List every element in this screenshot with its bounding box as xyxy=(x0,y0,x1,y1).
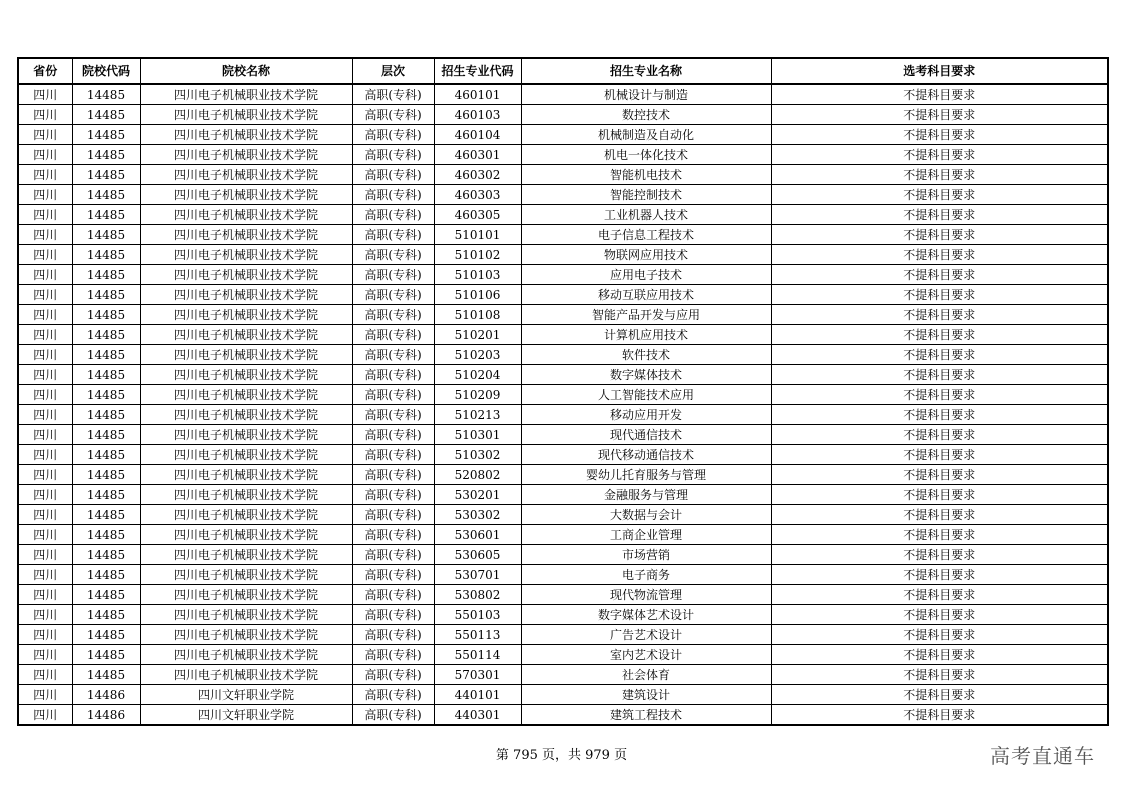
cell-province: 四川 xyxy=(18,485,72,505)
cell-province: 四川 xyxy=(18,365,72,385)
cell-major-code: 510209 xyxy=(434,385,521,405)
cell-level: 高职(专科) xyxy=(352,325,434,345)
cell-major-code: 510108 xyxy=(434,305,521,325)
cell-major-name: 机械设计与制造 xyxy=(521,84,771,105)
table-row xyxy=(18,445,1108,465)
cell-school-name: 四川电子机械职业技术学院 xyxy=(140,365,352,385)
cell-province: 四川 xyxy=(18,185,72,205)
table-row xyxy=(18,545,1108,565)
cell-school-name: 四川电子机械职业技术学院 xyxy=(140,425,352,445)
cell-major-name: 大数据与会计 xyxy=(521,505,771,525)
cell-level: 高职(专科) xyxy=(352,445,434,465)
cell-subject-requirement: 不提科目要求 xyxy=(771,345,1108,365)
cell-province: 四川 xyxy=(18,465,72,485)
cell-province: 四川 xyxy=(18,285,72,305)
table-row xyxy=(18,265,1108,285)
cell-school-code: 14485 xyxy=(72,285,140,305)
cell-major-code: 460305 xyxy=(434,205,521,225)
cell-major-name: 智能产品开发与应用 xyxy=(521,305,771,325)
cell-school-code: 14485 xyxy=(72,645,140,665)
cell-level: 高职(专科) xyxy=(352,285,434,305)
cell-school-name: 四川文轩职业学院 xyxy=(140,705,352,726)
cell-school-code: 14485 xyxy=(72,245,140,265)
cell-major-code: 460101 xyxy=(434,84,521,105)
cell-school-code: 14485 xyxy=(72,84,140,105)
cell-major-name: 智能控制技术 xyxy=(521,185,771,205)
cell-major-code: 530802 xyxy=(434,585,521,605)
cell-major-name: 移动应用开发 xyxy=(521,405,771,425)
cell-school-name: 四川电子机械职业技术学院 xyxy=(140,265,352,285)
cell-province: 四川 xyxy=(18,525,72,545)
cell-province: 四川 xyxy=(18,605,72,625)
cell-major-name: 软件技术 xyxy=(521,345,771,365)
cell-level: 高职(专科) xyxy=(352,125,434,145)
cell-major-code: 550103 xyxy=(434,605,521,625)
cell-level: 高职(专科) xyxy=(352,625,434,645)
cell-school-code: 14485 xyxy=(72,625,140,645)
cell-school-code: 14485 xyxy=(72,465,140,485)
cell-province: 四川 xyxy=(18,585,72,605)
cell-major-name: 金融服务与管理 xyxy=(521,485,771,505)
cell-major-name: 机械制造及自动化 xyxy=(521,125,771,145)
cell-subject-requirement: 不提科目要求 xyxy=(771,565,1108,585)
cell-major-code: 510302 xyxy=(434,445,521,465)
table-row xyxy=(18,285,1108,305)
cell-province: 四川 xyxy=(18,125,72,145)
cell-school-name: 四川电子机械职业技术学院 xyxy=(140,465,352,485)
table-row xyxy=(18,84,1108,105)
cell-school-name: 四川电子机械职业技术学院 xyxy=(140,405,352,425)
cell-school-code: 14485 xyxy=(72,205,140,225)
cell-level: 高职(专科) xyxy=(352,205,434,225)
cell-level: 高职(专科) xyxy=(352,145,434,165)
table-row xyxy=(18,345,1108,365)
cell-level: 高职(专科) xyxy=(352,185,434,205)
cell-subject-requirement: 不提科目要求 xyxy=(771,365,1108,385)
table-row xyxy=(18,165,1108,185)
cell-major-name: 社会体育 xyxy=(521,665,771,685)
cell-major-name: 移动互联应用技术 xyxy=(521,285,771,305)
cell-major-code: 440101 xyxy=(434,685,521,705)
watermark-logo-text: 高考直通车 xyxy=(990,744,1095,768)
cell-subject-requirement: 不提科目要求 xyxy=(771,225,1108,245)
cell-province: 四川 xyxy=(18,145,72,165)
cell-major-code: 530302 xyxy=(434,505,521,525)
cell-major-code: 460301 xyxy=(434,145,521,165)
cell-subject-requirement: 不提科目要求 xyxy=(771,445,1108,465)
cell-major-name: 市场营销 xyxy=(521,545,771,565)
cell-subject-requirement: 不提科目要求 xyxy=(771,285,1108,305)
table-body xyxy=(18,84,1108,725)
cell-major-name: 建筑工程技术 xyxy=(521,705,771,726)
cell-school-name: 四川电子机械职业技术学院 xyxy=(140,305,352,325)
cell-subject-requirement: 不提科目要求 xyxy=(771,245,1108,265)
cell-school-name: 四川电子机械职业技术学院 xyxy=(140,225,352,245)
cell-school-name: 四川电子机械职业技术学院 xyxy=(140,145,352,165)
header-major-name: 招生专业名称 xyxy=(521,58,771,84)
cell-province: 四川 xyxy=(18,425,72,445)
cell-school-code: 14485 xyxy=(72,565,140,585)
table-row xyxy=(18,185,1108,205)
cell-school-name: 四川电子机械职业技术学院 xyxy=(140,205,352,225)
cell-level: 高职(专科) xyxy=(352,165,434,185)
cell-school-code: 14486 xyxy=(72,685,140,705)
admissions-table xyxy=(17,57,1109,726)
cell-level: 高职(专科) xyxy=(352,565,434,585)
cell-subject-requirement: 不提科目要求 xyxy=(771,685,1108,705)
cell-level: 高职(专科) xyxy=(352,545,434,565)
cell-major-name: 机电一体化技术 xyxy=(521,145,771,165)
cell-major-name: 人工智能技术应用 xyxy=(521,385,771,405)
cell-major-name: 应用电子技术 xyxy=(521,265,771,285)
table-row xyxy=(18,625,1108,645)
cell-subject-requirement: 不提科目要求 xyxy=(771,205,1108,225)
cell-level: 高职(专科) xyxy=(352,225,434,245)
cell-subject-requirement: 不提科目要求 xyxy=(771,145,1108,165)
cell-major-code: 510301 xyxy=(434,425,521,445)
table-row xyxy=(18,145,1108,165)
cell-school-code: 14485 xyxy=(72,485,140,505)
cell-subject-requirement: 不提科目要求 xyxy=(771,485,1108,505)
table-row xyxy=(18,665,1108,685)
cell-school-name: 四川电子机械职业技术学院 xyxy=(140,285,352,305)
cell-school-code: 14485 xyxy=(72,405,140,425)
cell-school-name: 四川电子机械职业技术学院 xyxy=(140,545,352,565)
cell-level: 高职(专科) xyxy=(352,305,434,325)
cell-major-code: 520802 xyxy=(434,465,521,485)
cell-school-code: 14485 xyxy=(72,425,140,445)
cell-province: 四川 xyxy=(18,505,72,525)
cell-subject-requirement: 不提科目要求 xyxy=(771,84,1108,105)
cell-province: 四川 xyxy=(18,545,72,565)
cell-school-code: 14485 xyxy=(72,445,140,465)
cell-school-code: 14485 xyxy=(72,105,140,125)
cell-major-code: 510106 xyxy=(434,285,521,305)
cell-school-code: 14485 xyxy=(72,605,140,625)
cell-school-code: 14485 xyxy=(72,225,140,245)
cell-province: 四川 xyxy=(18,225,72,245)
cell-subject-requirement: 不提科目要求 xyxy=(771,265,1108,285)
table-row xyxy=(18,205,1108,225)
cell-school-name: 四川电子机械职业技术学院 xyxy=(140,84,352,105)
header-school-name: 院校名称 xyxy=(140,58,352,84)
cell-school-code: 14485 xyxy=(72,665,140,685)
cell-province: 四川 xyxy=(18,705,72,726)
header-province: 省份 xyxy=(18,58,72,84)
cell-major-code: 510103 xyxy=(434,265,521,285)
cell-school-name: 四川文轩职业学院 xyxy=(140,685,352,705)
cell-school-code: 14485 xyxy=(72,585,140,605)
table-row xyxy=(18,405,1108,425)
cell-school-name: 四川电子机械职业技术学院 xyxy=(140,605,352,625)
cell-major-name: 婴幼儿托育服务与管理 xyxy=(521,465,771,485)
cell-province: 四川 xyxy=(18,665,72,685)
cell-major-code: 550114 xyxy=(434,645,521,665)
cell-school-name: 四川电子机械职业技术学院 xyxy=(140,505,352,525)
cell-major-code: 510201 xyxy=(434,325,521,345)
table-row xyxy=(18,105,1108,125)
cell-level: 高职(专科) xyxy=(352,105,434,125)
cell-school-name: 四川电子机械职业技术学院 xyxy=(140,525,352,545)
cell-major-name: 数字媒体艺术设计 xyxy=(521,605,771,625)
table-row xyxy=(18,465,1108,485)
table-row xyxy=(18,425,1108,445)
cell-province: 四川 xyxy=(18,565,72,585)
table-row xyxy=(18,585,1108,605)
cell-subject-requirement: 不提科目要求 xyxy=(771,105,1108,125)
cell-level: 高职(专科) xyxy=(352,485,434,505)
cell-major-name: 现代移动通信技术 xyxy=(521,445,771,465)
cell-level: 高职(专科) xyxy=(352,425,434,445)
cell-province: 四川 xyxy=(18,685,72,705)
header-subject-requirement: 选考科目要求 xyxy=(771,58,1108,84)
cell-subject-requirement: 不提科目要求 xyxy=(771,645,1108,665)
cell-subject-requirement: 不提科目要求 xyxy=(771,425,1108,445)
cell-school-name: 四川电子机械职业技术学院 xyxy=(140,345,352,365)
cell-major-code: 510101 xyxy=(434,225,521,245)
cell-level: 高职(专科) xyxy=(352,245,434,265)
admissions-table-container xyxy=(17,57,1107,726)
cell-subject-requirement: 不提科目要求 xyxy=(771,525,1108,545)
cell-school-code: 14485 xyxy=(72,345,140,365)
cell-subject-requirement: 不提科目要求 xyxy=(771,505,1108,525)
cell-school-name: 四川电子机械职业技术学院 xyxy=(140,185,352,205)
cell-major-code: 530601 xyxy=(434,525,521,545)
cell-subject-requirement: 不提科目要求 xyxy=(771,465,1108,485)
cell-major-code: 510203 xyxy=(434,345,521,365)
cell-major-code: 460104 xyxy=(434,125,521,145)
table-row xyxy=(18,305,1108,325)
table-row xyxy=(18,645,1108,665)
cell-level: 高职(专科) xyxy=(352,525,434,545)
table-row xyxy=(18,685,1108,705)
cell-school-name: 四川电子机械职业技术学院 xyxy=(140,565,352,585)
cell-school-name: 四川电子机械职业技术学院 xyxy=(140,245,352,265)
cell-level: 高职(专科) xyxy=(352,665,434,685)
cell-major-code: 460302 xyxy=(434,165,521,185)
cell-major-code: 530701 xyxy=(434,565,521,585)
cell-major-name: 数控技术 xyxy=(521,105,771,125)
table-header xyxy=(18,58,1108,84)
cell-school-name: 四川电子机械职业技术学院 xyxy=(140,645,352,665)
header-school-code: 院校代码 xyxy=(72,58,140,84)
cell-school-code: 14485 xyxy=(72,125,140,145)
cell-province: 四川 xyxy=(18,445,72,465)
cell-school-name: 四川电子机械职业技术学院 xyxy=(140,445,352,465)
cell-level: 高职(专科) xyxy=(352,265,434,285)
cell-level: 高职(专科) xyxy=(352,645,434,665)
cell-major-name: 电子信息工程技术 xyxy=(521,225,771,245)
cell-province: 四川 xyxy=(18,105,72,125)
cell-province: 四川 xyxy=(18,245,72,265)
cell-subject-requirement: 不提科目要求 xyxy=(771,165,1108,185)
cell-major-code: 530605 xyxy=(434,545,521,565)
table-row xyxy=(18,245,1108,265)
cell-level: 高职(专科) xyxy=(352,385,434,405)
cell-level: 高职(专科) xyxy=(352,585,434,605)
cell-major-code: 510213 xyxy=(434,405,521,425)
cell-major-name: 工商企业管理 xyxy=(521,525,771,545)
cell-level: 高职(专科) xyxy=(352,345,434,365)
header-level: 层次 xyxy=(352,58,434,84)
cell-major-name: 现代物流管理 xyxy=(521,585,771,605)
cell-subject-requirement: 不提科目要求 xyxy=(771,385,1108,405)
cell-school-code: 14485 xyxy=(72,165,140,185)
cell-level: 高职(专科) xyxy=(352,365,434,385)
cell-level: 高职(专科) xyxy=(352,84,434,105)
cell-major-code: 510204 xyxy=(434,365,521,385)
cell-province: 四川 xyxy=(18,265,72,285)
cell-major-code: 460303 xyxy=(434,185,521,205)
cell-subject-requirement: 不提科目要求 xyxy=(771,185,1108,205)
table-row xyxy=(18,525,1108,545)
cell-school-name: 四川电子机械职业技术学院 xyxy=(140,665,352,685)
cell-subject-requirement: 不提科目要求 xyxy=(771,705,1108,726)
cell-province: 四川 xyxy=(18,405,72,425)
cell-major-name: 数字媒体技术 xyxy=(521,365,771,385)
cell-level: 高职(专科) xyxy=(352,685,434,705)
cell-major-code: 440301 xyxy=(434,705,521,726)
cell-school-code: 14485 xyxy=(72,265,140,285)
cell-subject-requirement: 不提科目要求 xyxy=(771,405,1108,425)
header-row xyxy=(18,58,1108,84)
cell-school-code: 14485 xyxy=(72,385,140,405)
cell-major-name: 电子商务 xyxy=(521,565,771,585)
cell-province: 四川 xyxy=(18,165,72,185)
cell-major-name: 建筑设计 xyxy=(521,685,771,705)
cell-major-name: 现代通信技术 xyxy=(521,425,771,445)
cell-school-code: 14485 xyxy=(72,185,140,205)
cell-subject-requirement: 不提科目要求 xyxy=(771,605,1108,625)
cell-school-code: 14486 xyxy=(72,705,140,726)
cell-level: 高职(专科) xyxy=(352,705,434,726)
cell-major-code: 570301 xyxy=(434,665,521,685)
cell-subject-requirement: 不提科目要求 xyxy=(771,665,1108,685)
cell-school-code: 14485 xyxy=(72,545,140,565)
cell-province: 四川 xyxy=(18,345,72,365)
table-row xyxy=(18,365,1108,385)
cell-school-name: 四川电子机械职业技术学院 xyxy=(140,325,352,345)
cell-major-code: 530201 xyxy=(434,485,521,505)
cell-province: 四川 xyxy=(18,84,72,105)
cell-level: 高职(专科) xyxy=(352,465,434,485)
cell-major-name: 物联网应用技术 xyxy=(521,245,771,265)
cell-major-name: 室内艺术设计 xyxy=(521,645,771,665)
table-row xyxy=(18,605,1108,625)
cell-school-name: 四川电子机械职业技术学院 xyxy=(140,485,352,505)
cell-province: 四川 xyxy=(18,305,72,325)
header-major-code: 招生专业代码 xyxy=(434,58,521,84)
cell-subject-requirement: 不提科目要求 xyxy=(771,585,1108,605)
table-row xyxy=(18,565,1108,585)
page-number: 第 795 页，共 979 页 xyxy=(495,748,628,763)
cell-province: 四川 xyxy=(18,385,72,405)
cell-school-name: 四川电子机械职业技术学院 xyxy=(140,105,352,125)
cell-level: 高职(专科) xyxy=(352,505,434,525)
cell-subject-requirement: 不提科目要求 xyxy=(771,125,1108,145)
cell-major-code: 460103 xyxy=(434,105,521,125)
cell-school-name: 四川电子机械职业技术学院 xyxy=(140,585,352,605)
cell-province: 四川 xyxy=(18,205,72,225)
cell-province: 四川 xyxy=(18,325,72,345)
cell-subject-requirement: 不提科目要求 xyxy=(771,305,1108,325)
table-row xyxy=(18,125,1108,145)
cell-major-name: 工业机器人技术 xyxy=(521,205,771,225)
cell-school-code: 14485 xyxy=(72,525,140,545)
table-row xyxy=(18,325,1108,345)
cell-school-name: 四川电子机械职业技术学院 xyxy=(140,125,352,145)
cell-major-name: 计算机应用技术 xyxy=(521,325,771,345)
cell-major-name: 智能机电技术 xyxy=(521,165,771,185)
cell-subject-requirement: 不提科目要求 xyxy=(771,325,1108,345)
table-row xyxy=(18,225,1108,245)
cell-school-code: 14485 xyxy=(72,505,140,525)
cell-school-name: 四川电子机械职业技术学院 xyxy=(140,625,352,645)
cell-school-code: 14485 xyxy=(72,365,140,385)
cell-major-code: 510102 xyxy=(434,245,521,265)
cell-province: 四川 xyxy=(18,625,72,645)
cell-school-name: 四川电子机械职业技术学院 xyxy=(140,385,352,405)
table-row xyxy=(18,505,1108,525)
cell-major-name: 广告艺术设计 xyxy=(521,625,771,645)
table-row xyxy=(18,485,1108,505)
cell-school-code: 14485 xyxy=(72,305,140,325)
cell-major-code: 550113 xyxy=(434,625,521,645)
cell-subject-requirement: 不提科目要求 xyxy=(771,545,1108,565)
table-row xyxy=(18,385,1108,405)
cell-school-name: 四川电子机械职业技术学院 xyxy=(140,165,352,185)
table-row xyxy=(18,705,1108,726)
cell-school-code: 14485 xyxy=(72,145,140,165)
cell-province: 四川 xyxy=(18,645,72,665)
cell-level: 高职(专科) xyxy=(352,405,434,425)
cell-school-code: 14485 xyxy=(72,325,140,345)
cell-subject-requirement: 不提科目要求 xyxy=(771,625,1108,645)
cell-level: 高职(专科) xyxy=(352,605,434,625)
